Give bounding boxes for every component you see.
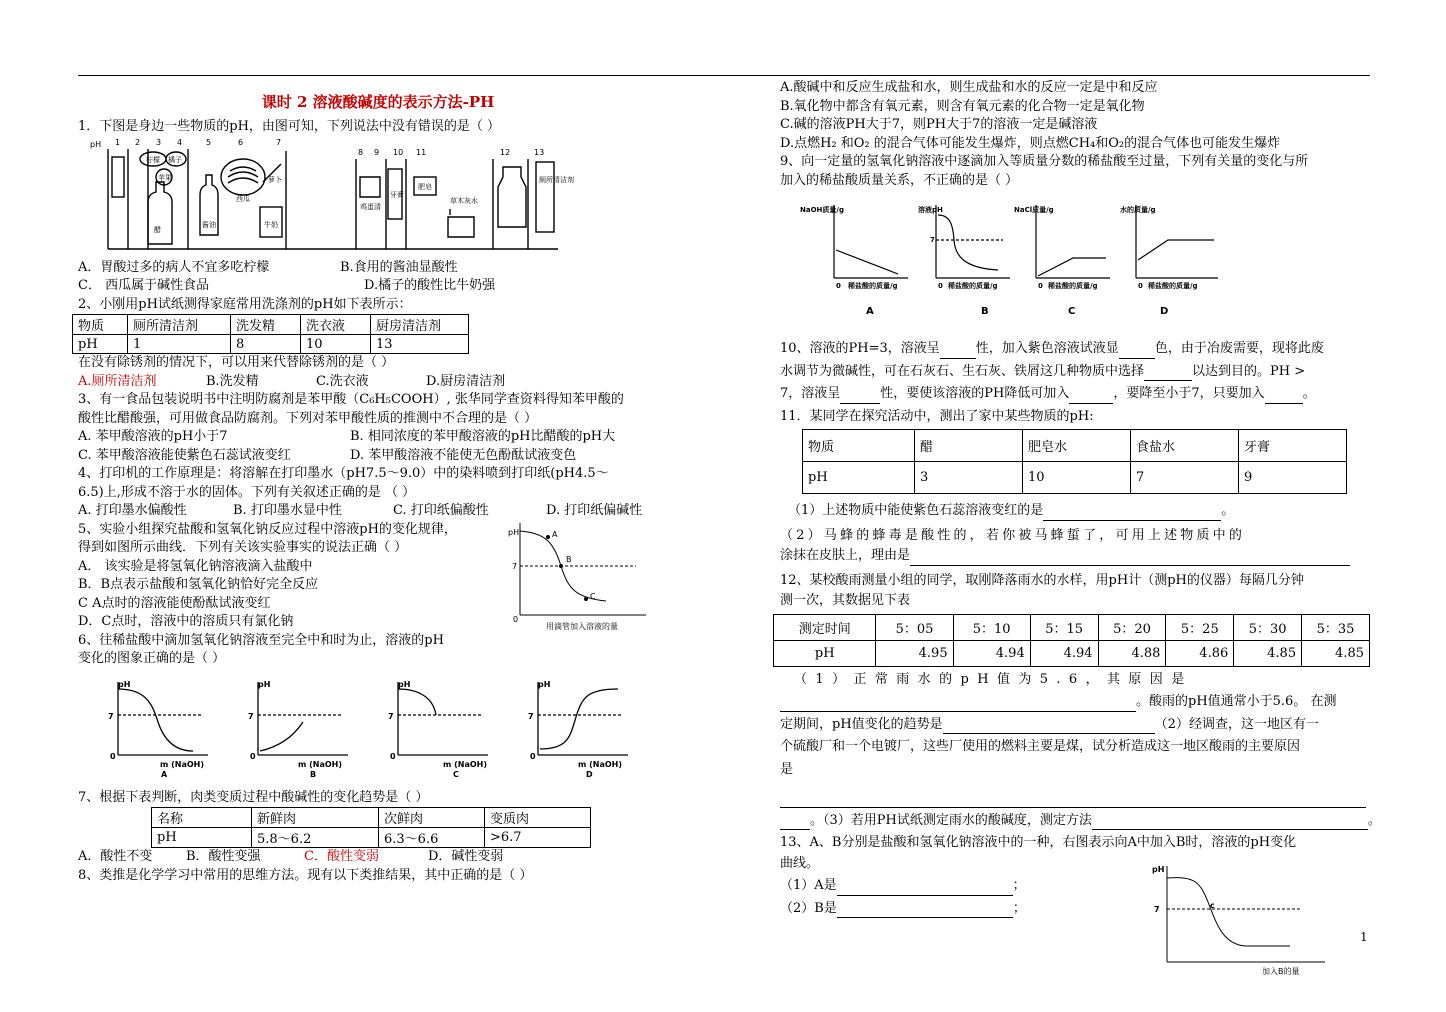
q12-td-7: 4.85 — [1302, 640, 1370, 666]
q1-ph-label: pH — [90, 139, 102, 149]
q1-num-3: 3 — [156, 137, 162, 147]
q9c-label: C — [1068, 306, 1076, 317]
q2-th-2: 洗发精 — [231, 315, 301, 335]
q10-line2 — [780, 363, 1370, 382]
q1-option-c[interactable]: C． 西瓜属于碱性食品 — [78, 278, 210, 293]
q4-option-a[interactable]: A. 打印墨水偏酸性 — [78, 503, 187, 518]
q12-td-6: 4.85 — [1234, 640, 1302, 666]
q9d-zero: 0 — [1138, 282, 1143, 290]
q9d-label: D — [1160, 306, 1169, 317]
q9b-zero: 0 — [938, 282, 943, 290]
q5-graph-point-c: C — [590, 591, 596, 601]
q2-td-2: 8 — [231, 335, 301, 354]
q1-item-soy: 酱油 — [202, 220, 216, 229]
q1-num-8: 8 — [358, 147, 364, 157]
q12-th-1: 5：05 — [876, 614, 953, 640]
q12-sub1-line2 — [780, 693, 1370, 712]
q4-option-b[interactable]: B. 打印墨水显中性 — [233, 503, 342, 518]
q6d-label: D — [586, 769, 593, 779]
q9a-ylabel: NaOH质量/g — [800, 206, 844, 214]
q6-line2: 变化的图象正确的是（ ） — [78, 651, 226, 666]
q9-line1: 9、向一定量的氢氧化钠溶液中逐滴加入等质量分数的稀盐酸至过量，下列有关量的变化与所 — [780, 154, 1309, 169]
q10-blank-1[interactable] — [940, 345, 976, 359]
q6a-xlabel: m (NaOH) — [160, 759, 205, 769]
q10-text-3d: 。 — [1302, 386, 1316, 401]
q6c-xlabel: m (NaOH) — [443, 759, 488, 769]
q2-option-d[interactable]: D.厨房清洁剂 — [426, 373, 506, 389]
q11-sub1-blank[interactable] — [1043, 507, 1221, 521]
q12-th-7: 5：35 — [1302, 614, 1370, 640]
q2-td-3: 10 — [301, 335, 371, 354]
q10-text-2a: 水调节为微碱性，可在石灰石、生石灰、铁屑这几种物质中选择 — [780, 363, 1145, 379]
q10-blank-5[interactable] — [1069, 390, 1113, 404]
q12-td-2: 4.94 — [953, 640, 1030, 666]
q3-option-b[interactable]: B. 相同浓度的苯甲酸溶液的pH比醋酸的pH大 — [350, 429, 616, 444]
q7-option-c[interactable]: C．酸性变弱 — [304, 849, 379, 864]
q1-options-row2 — [78, 277, 678, 296]
q6b-zero: 0 — [250, 751, 256, 761]
q6d-xlabel: m (NaOH) — [578, 759, 623, 769]
q12-line1: 12、某校酸雨测量小组的同学，取刚降落雨水的水样，用pH计（测pH的仪器）每隔几分钟 — [780, 572, 1304, 588]
q10-text-1b: 性，加入紫色溶液试液显 — [975, 341, 1119, 356]
q12-th-5: 5：25 — [1166, 614, 1234, 640]
q6c-ylabel: pH — [398, 679, 411, 689]
q12-sub3-blank-a[interactable] — [780, 816, 810, 830]
q1-num-13: 13 — [534, 147, 545, 157]
q4-line2: 6.5)上,形成不溶于水的固体。下列有关叙述正确的是 （ ） — [78, 484, 416, 500]
q12-th-4: 5：20 — [1098, 614, 1166, 640]
q9b-ylabel: 溶液pH — [918, 206, 943, 214]
q12-sub1c-blank[interactable] — [943, 720, 1155, 734]
q1-item-toothpaste: 牙膏 — [390, 190, 404, 199]
q13-b-label: （2）B是 — [780, 900, 837, 916]
q5-graph-zero: 0 — [513, 614, 519, 624]
q7-td-3: >6.7 — [485, 828, 591, 848]
q11-sub1-end: 。 — [1221, 503, 1235, 518]
q6b-seven: 7 — [248, 711, 254, 721]
q1-item-lemon: 柠檬 — [146, 155, 160, 164]
q12-td-1: 4.95 — [876, 640, 953, 666]
q7-td-2: 6.3～6.6 — [379, 828, 485, 848]
q1-num-12: 12 — [500, 147, 511, 157]
q6c-seven: 7 — [388, 711, 394, 721]
q6d-zero: 0 — [530, 751, 536, 761]
q7-td-0: pH — [152, 828, 252, 848]
q8-stem: 8、类推是化学学习中常用的思维方法。现有以下类推结果，其中正确的是（ ） — [78, 867, 533, 883]
q2-option-b[interactable]: B.洗发精 — [206, 373, 259, 389]
q13-graph-xlabel: 加入B的量 — [1262, 967, 1300, 976]
q11-sub2-text: 涂抹在皮肤上，理由是 — [780, 548, 911, 563]
q11-sub2-line2 — [780, 547, 1370, 566]
q13-block — [780, 834, 1370, 976]
q3-options-row1 — [78, 428, 678, 447]
q1-num-6: 6 — [238, 137, 244, 147]
q7-th-1: 新鲜肉 — [252, 808, 379, 828]
q8-option-a[interactable]: A.酸碱中和反应生成盐和水，则生成盐和水的反应一定是中和反应 — [780, 80, 1158, 95]
q6c-zero: 0 — [390, 751, 396, 761]
q11-td-3: 7 — [1131, 462, 1239, 494]
q9d-ylabel: 水的质量/g — [1120, 206, 1156, 214]
q1-num-1: 1 — [115, 137, 121, 147]
q2-td-1: 1 — [128, 335, 231, 354]
q11-sub1-text: （1）上述物质中能使紫色石蕊溶液变红的是 — [788, 503, 1044, 518]
q12-sub2b: 个硫酸厂和一个电镀厂，这些厂使用的燃料主要是煤，试分析造成这一地区酸雨的主要原因 — [780, 739, 1301, 754]
q7-stem: 7、根据下表判断，肉类变质过程中酸碱性的变化趋势是（ ） — [78, 789, 429, 805]
q12-sub3a: 。（3）若用PH试纸测定雨水的酸碱度，测定方法 — [810, 812, 1092, 828]
q7-options — [78, 848, 678, 867]
q2-question: 在没有除锈剂的情况下，可以用来代替除锈剂的是（ ） — [78, 355, 395, 370]
q10-line1 — [780, 340, 1370, 359]
q9c-ylabel: NaCl质量/g — [1014, 206, 1054, 214]
q1-item-vinegar: 醋 — [154, 225, 161, 234]
q5-option-a[interactable]: A． 该实验是将氢氧化钠溶液滴入盐酸中 — [78, 558, 313, 574]
q1-item-ash-water: 草木灰水 — [450, 196, 478, 205]
q1-item-watermelon: 西瓜 — [236, 194, 250, 203]
left-column — [78, 78, 678, 885]
q2-th-0: 物质 — [73, 315, 128, 335]
q7-th-2: 次鲜肉 — [379, 808, 485, 828]
q1-item-egg-white: 鸡蛋清 — [360, 202, 381, 211]
q12-sub1-line3 — [780, 716, 1370, 735]
q1-num-11: 11 — [416, 147, 427, 157]
q1-options-row1 — [78, 259, 678, 278]
q1-num-2: 2 — [135, 137, 141, 147]
q1-item-radish: 萝卜 — [268, 175, 282, 184]
q6-line1: 6、往稀盐酸中滴加氢氧化钠溶液至完全中和时为止，溶液的pH — [78, 632, 444, 648]
q1-option-d[interactable]: D.橘子的酸性比牛奶强 — [364, 278, 496, 293]
q12-th-2: 5：10 — [953, 614, 1030, 640]
q5-option-b[interactable]: B．B点表示盐酸和氢氧化钠恰好完全反应 — [78, 577, 319, 592]
q13-a-semi: ； — [1012, 878, 1026, 893]
q1-num-4: 4 — [177, 137, 183, 147]
q9a-xlabel: 稀盐酸的质量/g — [848, 282, 898, 290]
q7-th-0: 名称 — [152, 808, 252, 828]
q1-num-7: 7 — [276, 137, 282, 147]
q11-td-4: 9 — [1239, 462, 1347, 494]
q11-sub2-blank[interactable] — [910, 552, 1350, 566]
q11-stem: 11．某同学在探究活动中，测出了家中某些物质的pH: — [780, 408, 1094, 424]
q5-line1: 5、实验小组探究盐酸和氢氧化钠反应过程中溶液pH的变化规律， — [78, 521, 457, 537]
q12-sub2c-blank[interactable] — [780, 794, 1366, 808]
q2-th-3: 洗衣液 — [301, 315, 371, 335]
q9b-seven: 7 — [930, 236, 935, 244]
q13-graph-c: c — [1210, 901, 1215, 910]
q10-blank-4[interactable] — [840, 390, 880, 404]
q9-line2: 加入的稀盐酸质量关系，不正确的是（ ） — [780, 172, 1019, 188]
q1-num-9: 9 — [374, 147, 380, 157]
q12-sub3b: 。 — [1367, 812, 1381, 828]
q12-sub1c: 定期间，pH值变化的趋势是 — [780, 716, 943, 732]
q12-line2: 测一次，其数据见下表 — [780, 593, 911, 608]
q12-sub2: （2）经调查，这一地区有一 — [1154, 716, 1319, 732]
q10-line3 — [780, 385, 1370, 404]
q7-table — [151, 807, 591, 848]
q12-sub1: （1）正常雨水的pH值为5.6，其原因是 — [794, 671, 1193, 687]
q6a-label: A — [161, 769, 168, 779]
q1-num-10: 10 — [393, 147, 404, 157]
right-column — [780, 79, 1381, 976]
q11-th-3: 食盐水 — [1131, 430, 1239, 462]
q5-graph-ylabel: pH — [508, 527, 520, 537]
q11-th-1: 醋 — [915, 430, 1023, 462]
q13-b-blank[interactable] — [837, 904, 1013, 918]
q8-option-d[interactable]: D.点燃H₂ 和O₂ 的混合气体可能发生爆炸，则点燃CH₄和O₂的混合气体也可能发生爆炸 — [780, 135, 1281, 151]
q10-text-3a: 7，溶液呈 — [780, 386, 841, 401]
q10-text-3b: 性，要使该溶液的PH降低可加入 — [880, 386, 1070, 401]
q6a-seven: 7 — [108, 711, 114, 721]
q4-option-d[interactable]: D. 打印纸偏碱性 — [546, 503, 643, 518]
q1-ph-figure — [88, 137, 574, 255]
q1-stem: 1．下图是身边一些物质的pH，由图可知，下列说法中没有错误的是（ ） — [78, 119, 501, 134]
q8-option-c[interactable]: C.碱的溶液PH大于7，则PH大于7的溶液一定是碱溶液 — [780, 117, 1098, 132]
q1-num-5: 5 — [206, 137, 212, 147]
q13-graph-seven: 7 — [1154, 905, 1160, 914]
q9a-label: A — [866, 306, 874, 317]
q9b-xlabel: 稀盐酸的质量/g — [948, 282, 998, 290]
q2-stem: 2、小刚用pH试纸测得家庭常用洗涤剂的pH如下表所示： — [78, 296, 412, 312]
q5-block — [78, 521, 678, 632]
q12-th-3: 5：15 — [1030, 614, 1098, 640]
q1-item-soap: 肥皂 — [418, 182, 432, 191]
q10-text-2b: 以达到目的。PH > — [1192, 363, 1306, 379]
q3-options-row2 — [78, 447, 678, 466]
q1-item-apple: 苹果 — [158, 173, 172, 182]
q2-options — [78, 373, 678, 392]
q12-td-5: 4.86 — [1166, 640, 1234, 666]
q7-option-d[interactable]: D．碱性变弱 — [428, 849, 504, 864]
q2-td-0: pH — [73, 335, 128, 354]
q6c-label: C — [453, 769, 459, 779]
q13-line2: 曲线。 — [780, 855, 820, 871]
q11-td-1: 3 — [915, 462, 1023, 494]
q3-line2: 酸性比醋酸强，可用做食品防腐剂。下列对苯甲酸性质的推测中不合理的是（ ） — [78, 410, 538, 426]
q2-td-4: 13 — [371, 335, 469, 354]
q10-text-1c: 色，由于冶废需要，现将此废 — [1154, 341, 1324, 356]
q11-td-0: pH — [803, 462, 915, 494]
q7-th-3: 变质肉 — [485, 808, 591, 828]
q5-option-d[interactable]: D．C点时，溶液中的溶质只有氯化钠 — [78, 614, 294, 629]
q10-blank-2[interactable] — [1119, 345, 1155, 359]
q5-graph-seven: 7 — [512, 561, 518, 571]
q8-option-b[interactable]: B.氧化物中都含有氧元素，则含有氧元素的化合物一定是氧化物 — [780, 98, 1145, 114]
q13-a-label: （1）A是 — [780, 878, 837, 893]
q2-option-c[interactable]: C.洗衣液 — [316, 373, 369, 389]
q11-sub2-line1: （2）马蜂的蜂毒是酸性的，若你被马蜂蜇了，可用上述物质中的 — [780, 527, 1246, 543]
q12-table — [773, 614, 1370, 667]
q12-td-0: pH — [774, 640, 876, 666]
q9d-xlabel: 稀盐酸的质量/g — [1148, 282, 1198, 290]
q9-graphs — [798, 200, 1248, 320]
q11-th-0: 物质 — [803, 430, 915, 462]
q7-option-a[interactable]: A．酸性不变 — [78, 849, 153, 864]
q10-blank-3[interactable] — [1144, 367, 1192, 381]
q5-graph-xlabel: 用滴管加入溶液的量 — [546, 621, 618, 631]
q1-item-toilet-cleaner: 厕所清洁剂 — [539, 175, 574, 184]
q13-b-semi: ； — [1012, 900, 1026, 916]
q11-th-2: 肥皂水 — [1023, 430, 1131, 462]
q6-graphs — [78, 677, 668, 777]
q9c-xlabel: 稀盐酸的质量/g — [1048, 282, 1098, 290]
q4-line1: 4、打印机的工作原理是：将溶解在打印墨水（pH7.5～9.0）中的染料喷到打印纸(pH4.5～ — [78, 466, 609, 481]
q13-line1: 13、A、B分别是盐酸和氢氧化钠溶液中的一种，右图表示向A中加入B时，溶液的pH变化 — [780, 835, 1297, 850]
q11-td-2: 10 — [1023, 462, 1131, 494]
q2-option-a[interactable]: A.厕所清洁剂 — [78, 373, 157, 389]
q10-text-1a: 10、溶液的PH=3，溶液呈 — [780, 341, 940, 356]
q11-sub1 — [788, 502, 1370, 521]
q12-td-4: 4.88 — [1098, 640, 1166, 666]
q7-option-b[interactable]: B．酸性变强 — [186, 849, 261, 864]
q12-th-0: 测定时间 — [774, 614, 876, 640]
q12-sub2c: 是 — [780, 761, 794, 777]
q5-graph — [506, 513, 656, 633]
q9a-zero: 0 — [836, 282, 841, 290]
q9c-zero: 0 — [1038, 282, 1043, 290]
q6a-zero: 0 — [110, 751, 116, 761]
q13-graph — [1150, 864, 1330, 976]
q5-graph-point-a: A — [552, 529, 558, 539]
q12-sub3-blank-b[interactable] — [1092, 816, 1368, 830]
q6d-seven: 7 — [528, 711, 534, 721]
q6a-ylabel: pH — [118, 679, 131, 689]
q1-option-a[interactable]: A．胃酸过多的病人不宜多吃柠檬 — [78, 259, 270, 275]
q5-option-c[interactable]: C A点时的溶液能使酚酞试液变红 — [78, 595, 271, 611]
q3-option-d[interactable]: D. 苯甲酸溶液不能使无色酚酞试液变色 — [350, 447, 577, 463]
q12-sub2c-answer — [780, 789, 1370, 808]
q2-table — [72, 314, 469, 354]
q1-item-milk: 牛奶 — [264, 220, 278, 229]
q5-graph-point-b: B — [566, 554, 572, 564]
q11-table — [802, 429, 1347, 494]
q13-graph-ylabel: pH — [1152, 865, 1165, 874]
q4-option-c[interactable]: C. 打印纸偏酸性 — [393, 503, 489, 518]
q1-item-orange: 橘子 — [168, 155, 182, 164]
top-rule — [78, 75, 1370, 76]
q13-a-blank[interactable] — [837, 882, 1013, 896]
q3-line1: 3、有一食品包装说明书中注明防腐剂是苯甲酸（C₆H₅COOH）, 张华同学查资料得知苯甲酸的 — [78, 392, 624, 407]
q10-blank-6[interactable] — [1265, 390, 1303, 404]
q6b-label: B — [310, 769, 317, 779]
q6d-ylabel: pH — [538, 679, 551, 689]
q5-line2: 得到如图所示曲线．下列有关该实验事实的说法正确（ ） — [78, 540, 408, 555]
q12-sub1b: 。酸雨的pH值通常小于5.6。 在测 — [1136, 694, 1337, 709]
q2-th-1: 厕所清洁剂 — [128, 315, 231, 335]
q6b-xlabel: m (NaOH) — [298, 759, 343, 769]
q12-td-3: 4.94 — [1030, 640, 1098, 666]
q3-option-a[interactable]: A. 苯甲酸溶液的pH小于7 — [78, 429, 228, 444]
q1-option-b[interactable]: B.食用的酱油显酸性 — [340, 259, 458, 275]
q11-th-4: 牙膏 — [1239, 430, 1347, 462]
page-number: 1 — [1360, 930, 1368, 944]
q6b-ylabel: pH — [258, 679, 271, 689]
q3-option-c[interactable]: C. 苯甲酸溶液能使紫色石蕊试液变红 — [78, 447, 291, 463]
q2-th-4: 厨房清洁剂 — [371, 315, 469, 335]
q10-text-3c: ，要降至小于7，只要加入 — [1113, 386, 1265, 401]
q9b-label: B — [981, 306, 989, 317]
q12-sub3 — [780, 812, 1381, 831]
q12-sub1-blank[interactable] — [780, 698, 1136, 712]
page-title: 课时 2 溶液酸碱度的表示方法-PH — [261, 93, 495, 111]
q7-td-1: 5.8～6.2 — [252, 828, 379, 848]
q12-th-6: 5：30 — [1234, 614, 1302, 640]
